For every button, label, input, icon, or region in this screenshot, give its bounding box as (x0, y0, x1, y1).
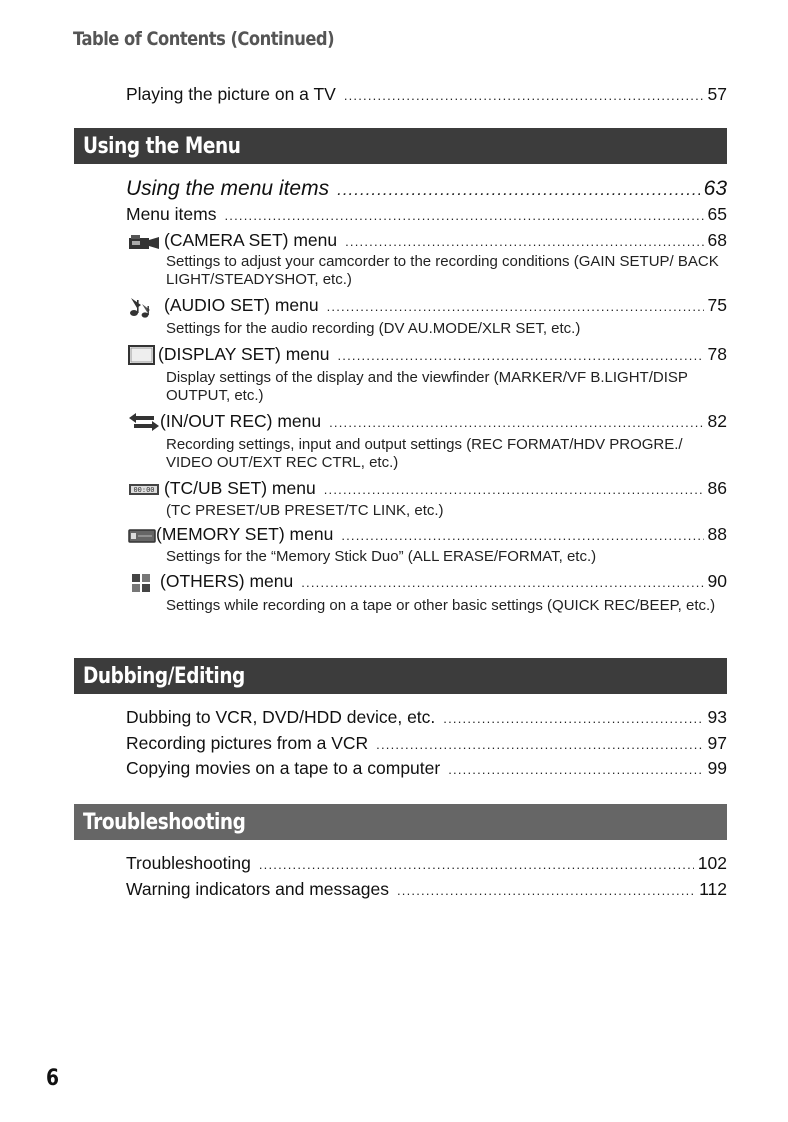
toc-entry-label: Recording pictures from a VCR (126, 733, 369, 753)
dot-leader (341, 525, 703, 547)
toc-entry-in-out-rec[interactable] (128, 410, 727, 434)
toc-page-number: 63 (703, 177, 727, 200)
toc-entry-audio-set[interactable] (128, 294, 727, 318)
toc-entry-others[interactable] (128, 570, 727, 594)
toc-page-number: 90 (707, 571, 727, 591)
dot-leader (337, 177, 700, 203)
section-title: Troubleshooting (83, 809, 246, 835)
dot-leader (338, 345, 704, 367)
dot-leader (259, 854, 694, 876)
toc-entry-label: Playing the picture on a TV (126, 84, 336, 104)
toc-entry-label: Warning indicators and messages (126, 879, 389, 899)
page-title: Table of Contents (Continued) (73, 28, 335, 50)
menu-description: Settings for the audio recording (DV AU.MODE/XLR SET, etc.) (166, 320, 581, 337)
svg-text:00:00: 00:00 (133, 486, 155, 494)
camera-icon (128, 231, 160, 251)
dot-leader (397, 880, 695, 902)
toc-page-number: 65 (707, 204, 727, 224)
toc-entry-major[interactable] (126, 176, 727, 203)
toc-entry-display-set[interactable] (128, 343, 727, 367)
dot-leader (443, 708, 703, 730)
menu-description: (TC PRESET/UB PRESET/TC LINK, etc.) (166, 502, 444, 519)
toc-entry-memory-set[interactable] (128, 523, 727, 547)
toc-entry-label: Dubbing to VCR, DVD/HDD device, etc. (126, 707, 436, 727)
menu-description: Settings while recording on a tape or other basic settings (QUICK REC/BEEP, etc.) (166, 597, 716, 614)
dot-leader (327, 296, 704, 318)
toc-page-number: 78 (707, 344, 727, 364)
toc-entry-label: (OTHERS) menu (160, 571, 294, 591)
menu-description: Recording settings, input and output settings (REC FORMAT/HDV PROGRE./ VIDEO OUT/EXT REC CTRL, etc.) (166, 436, 683, 471)
display-frame-icon (128, 345, 156, 365)
others-grid-icon (128, 572, 156, 592)
toc-page-number: 93 (707, 707, 727, 727)
toc-page-number: 68 (707, 230, 727, 250)
toc-entry[interactable] (126, 757, 727, 781)
toc-entry-label: (MEMORY SET) menu (156, 524, 334, 544)
toc-page-number: 75 (707, 295, 727, 315)
toc-entry-label: Troubleshooting (126, 853, 251, 873)
dot-leader (344, 85, 704, 107)
menu-description: Display settings of the display and the viewfinder (MARKER/VF B.LIGHT/DISP OUTPUT, etc.) (166, 369, 688, 404)
toc-page-number: 112 (699, 879, 727, 899)
toc-entry-label: (CAMERA SET) menu (164, 230, 338, 250)
toc-page-number: 102 (697, 853, 727, 873)
menu-description: Settings to adjust your camcorder to the recording conditions (GAIN SETUP/ BACK LIGHT/STEADYSHOT, etc.) (166, 253, 719, 288)
toc-page-number: 82 (707, 411, 727, 431)
memory-stick-icon (128, 525, 156, 545)
toc-entry-label: (TC/UB SET) menu (164, 478, 316, 498)
dot-leader (324, 479, 704, 501)
toc-page-number: 97 (707, 733, 727, 753)
toc-entry-tc-ub-set[interactable] (128, 477, 727, 501)
toc-entry[interactable] (126, 83, 727, 107)
section-heading-using-the-menu (74, 128, 727, 164)
dot-leader (376, 734, 703, 756)
toc-entry-label: (DISPLAY SET) menu (158, 344, 330, 364)
toc-entry-label: (IN/OUT REC) menu (160, 411, 322, 431)
section-title: Using the Menu (83, 133, 241, 159)
toc-entry[interactable] (126, 706, 727, 730)
toc-entry[interactable] (126, 878, 727, 902)
toc-entry[interactable] (126, 852, 727, 876)
dot-leader (329, 412, 703, 434)
dot-leader (224, 205, 703, 227)
toc-entry-camera-set[interactable] (128, 229, 727, 253)
toc-entry-label: Copying movies on a tape to a computer (126, 758, 441, 778)
toc-page-number: 88 (707, 524, 727, 544)
menu-description: Settings for the “Memory Stick Duo” (ALL ERASE/FORMAT, etc.) (166, 548, 597, 565)
toc-entry[interactable] (126, 203, 727, 227)
timecode-icon (128, 479, 160, 499)
toc-entry-label: Using the menu items (126, 177, 330, 200)
toc-entry-label: Menu items (126, 204, 217, 224)
toc-entry-label: (AUDIO SET) menu (164, 295, 319, 315)
toc-page-number: 57 (707, 84, 727, 104)
section-heading-troubleshooting (74, 804, 727, 840)
toc-page-number: 86 (707, 478, 727, 498)
dot-leader (448, 759, 703, 781)
toc-entry[interactable] (126, 732, 727, 756)
in-out-arrows-icon (128, 412, 160, 432)
dot-leader (301, 572, 703, 594)
music-notes-icon (128, 296, 160, 316)
toc-page-number: 99 (707, 758, 727, 778)
section-heading-dubbing-editing (74, 658, 727, 694)
section-title: Dubbing/Editing (83, 663, 245, 689)
page-number: 6 (46, 1066, 60, 1091)
dot-leader (345, 231, 703, 253)
